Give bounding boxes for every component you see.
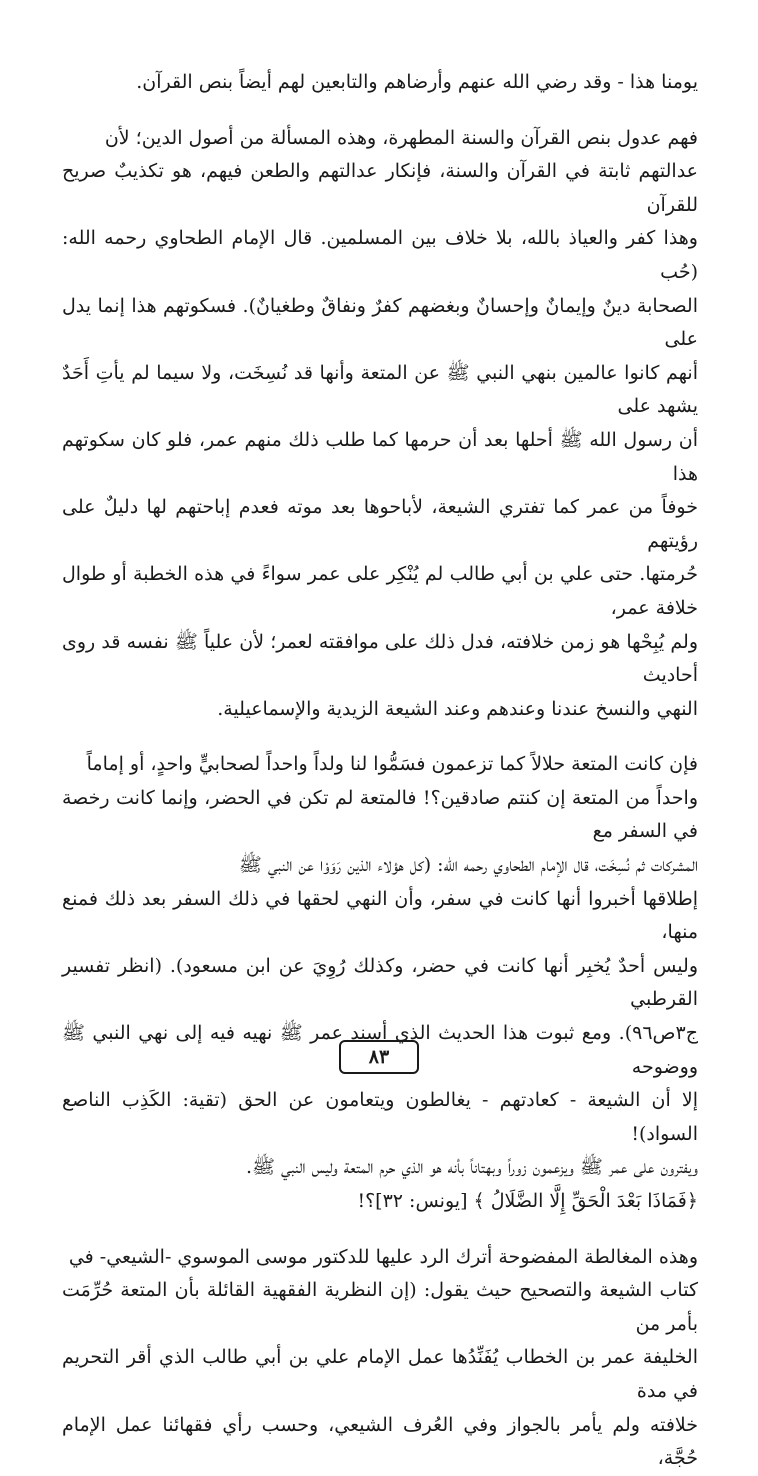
paragraph-mutah-ruling [62, 748, 698, 1218]
page-number-box [339, 1040, 419, 1074]
text-line: خلافته ولم يأمر بالجواز وفي العُرف الشيعي، وحسب رأي فقهائنا عمل الإمام حُجَّة، [62, 1413, 698, 1470]
text-line: كتاب الشيعة والتصحيح حيث يقول: (إن النظرية الفقهية القائلة بأن المتعة حُرِّمَت بأمر من [62, 1279, 698, 1335]
paragraph-gap [62, 1219, 698, 1241]
text-line: الخليفة عمر بن الخطاب يُفَنِّدُها عمل الإمام علي بن أبي طالب الذي أقر التحريم في مدة [62, 1346, 698, 1402]
text-line: إلا أن الشيعة - كعادتهم - يغالطون ويتعامون عن الحق (تقية: الكَذِب الناصع السواد)! [62, 1089, 698, 1145]
text-line: ويفترون على عمر ﷺ ويزعمون زوراً وبهتاناً بأنه هو الذي حرم المتعة وليس النبي ﷺ. [246, 1156, 698, 1179]
text-line: إطلاقها أخبروا أنها كانت في سفر، وأن النهي لحقها في ذلك السفر بعد ذلك فمنع منها، [62, 887, 698, 944]
text-line: فهم عدول بنص القرآن والسنة المطهرة، وهذه المسألة من أصول الدين؛ لأن [104, 126, 698, 149]
text-line: أن رسول الله ﷺ أحلها بعد أن حرمها كما طلب ذلك منهم عمر، فلو كان سكوتهم هذا [62, 428, 698, 485]
paragraph-continuation [62, 66, 698, 100]
text-line: النهي والنسخ عندنا وعندهم وعند الشيعة الزيدية والإسماعيلية. [217, 697, 698, 720]
page-number: ٨٣ [368, 1046, 390, 1068]
text-line: الصحابة دينٌ وإيمانٌ وإحسانٌ وبغضهم كفرٌ ونفاقٌ وطغيانٌ). فسكوتهم هذا إنما يدل على [62, 294, 698, 351]
paragraph-gap [62, 100, 698, 122]
text-line: المشركات ثم نُسِخَت، قال الإمام الطحاوي رحمه الله: (كل هؤلاء الذين رَوَوْا عن النبي ﷺ [238, 854, 698, 877]
paragraph-musawi-quote [62, 1241, 698, 1476]
text-line: وهذه المغالطة المفضوحة أترك الرد عليها للدكتور موسى الموسوي -الشيعي- في [68, 1245, 698, 1268]
text-line: واحداً من المتعة إن كنتم صادقين؟! فالمتعة لم تكن في الحضر، وإنما كانت رخصة في السفر مع [62, 786, 698, 843]
text-line: خوفاً من عمر كما تفتري الشيعة، لأباحوها بعد موته فعدم إباحتهم لها دليلٌ على رؤيتهم [62, 496, 698, 552]
text-line: وهذا كفر والعياذ بالله، بلا خلاف بين المسلمين. قال الإمام الطحاوي رحمه الله: (حُب [62, 227, 698, 283]
text-line: ج٣ص٩٦). ومع ثبوت هذا الحديث الذي أسند عمر ﷺ نهيه فيه إلى نهي النبي ﷺ ووضوحه [62, 1022, 698, 1078]
quran-verse-line: ﴿فَمَاذَا بَعْدَ الْحَقِّ إِلَّا الضَّلَالُ ﴾ [يونس: ٣٢]؟! [357, 1190, 698, 1212]
text-line: يومنا هذا - وقد رضي الله عنهم وأرضاهم والتابعين لهم أيضاً بنص القرآن. [136, 71, 698, 93]
text-line: حُرمتها. حتى علي بن أبي طالب لم يُنْكِر على عمر سواءً في هذه الخطبة أو طوال خلافة عمر، [62, 563, 698, 619]
paragraph-companions-justice [62, 122, 698, 727]
text-line: وليس أحدٌ يُخبِر أنها كانت في حضر، وكذلك رُوِيَ عن ابن مسعود). (انظر تفسير القرطبي [62, 954, 698, 1011]
paragraph-gap [62, 726, 698, 748]
text-line: عدالتهم ثابتة في القرآن والسنة، فإنكار عدالتهم والطعن فيهم، هو تكذيبٌ صريح للقرآن [62, 160, 698, 216]
text-line: ولم يُبِحْها هو زمن خلافته، فدل ذلك على موافقته لعمر؛ لأن علياً ﷺ نفسه قد روى أحاديث [62, 630, 698, 687]
text-line: أنهم كانوا عالمين بنهي النبي ﷺ عن المتعة وأنها قد نُسِخَت، ولا سيما لم يأتِ أَحَدٌ يشهد على [62, 361, 698, 418]
text-line: فإن كانت المتعة حلالاً كما تزعمون فسَمُّوا لنا ولداً واحداً لصحابيٍّ واحدٍ، أو إماماً [86, 753, 698, 776]
